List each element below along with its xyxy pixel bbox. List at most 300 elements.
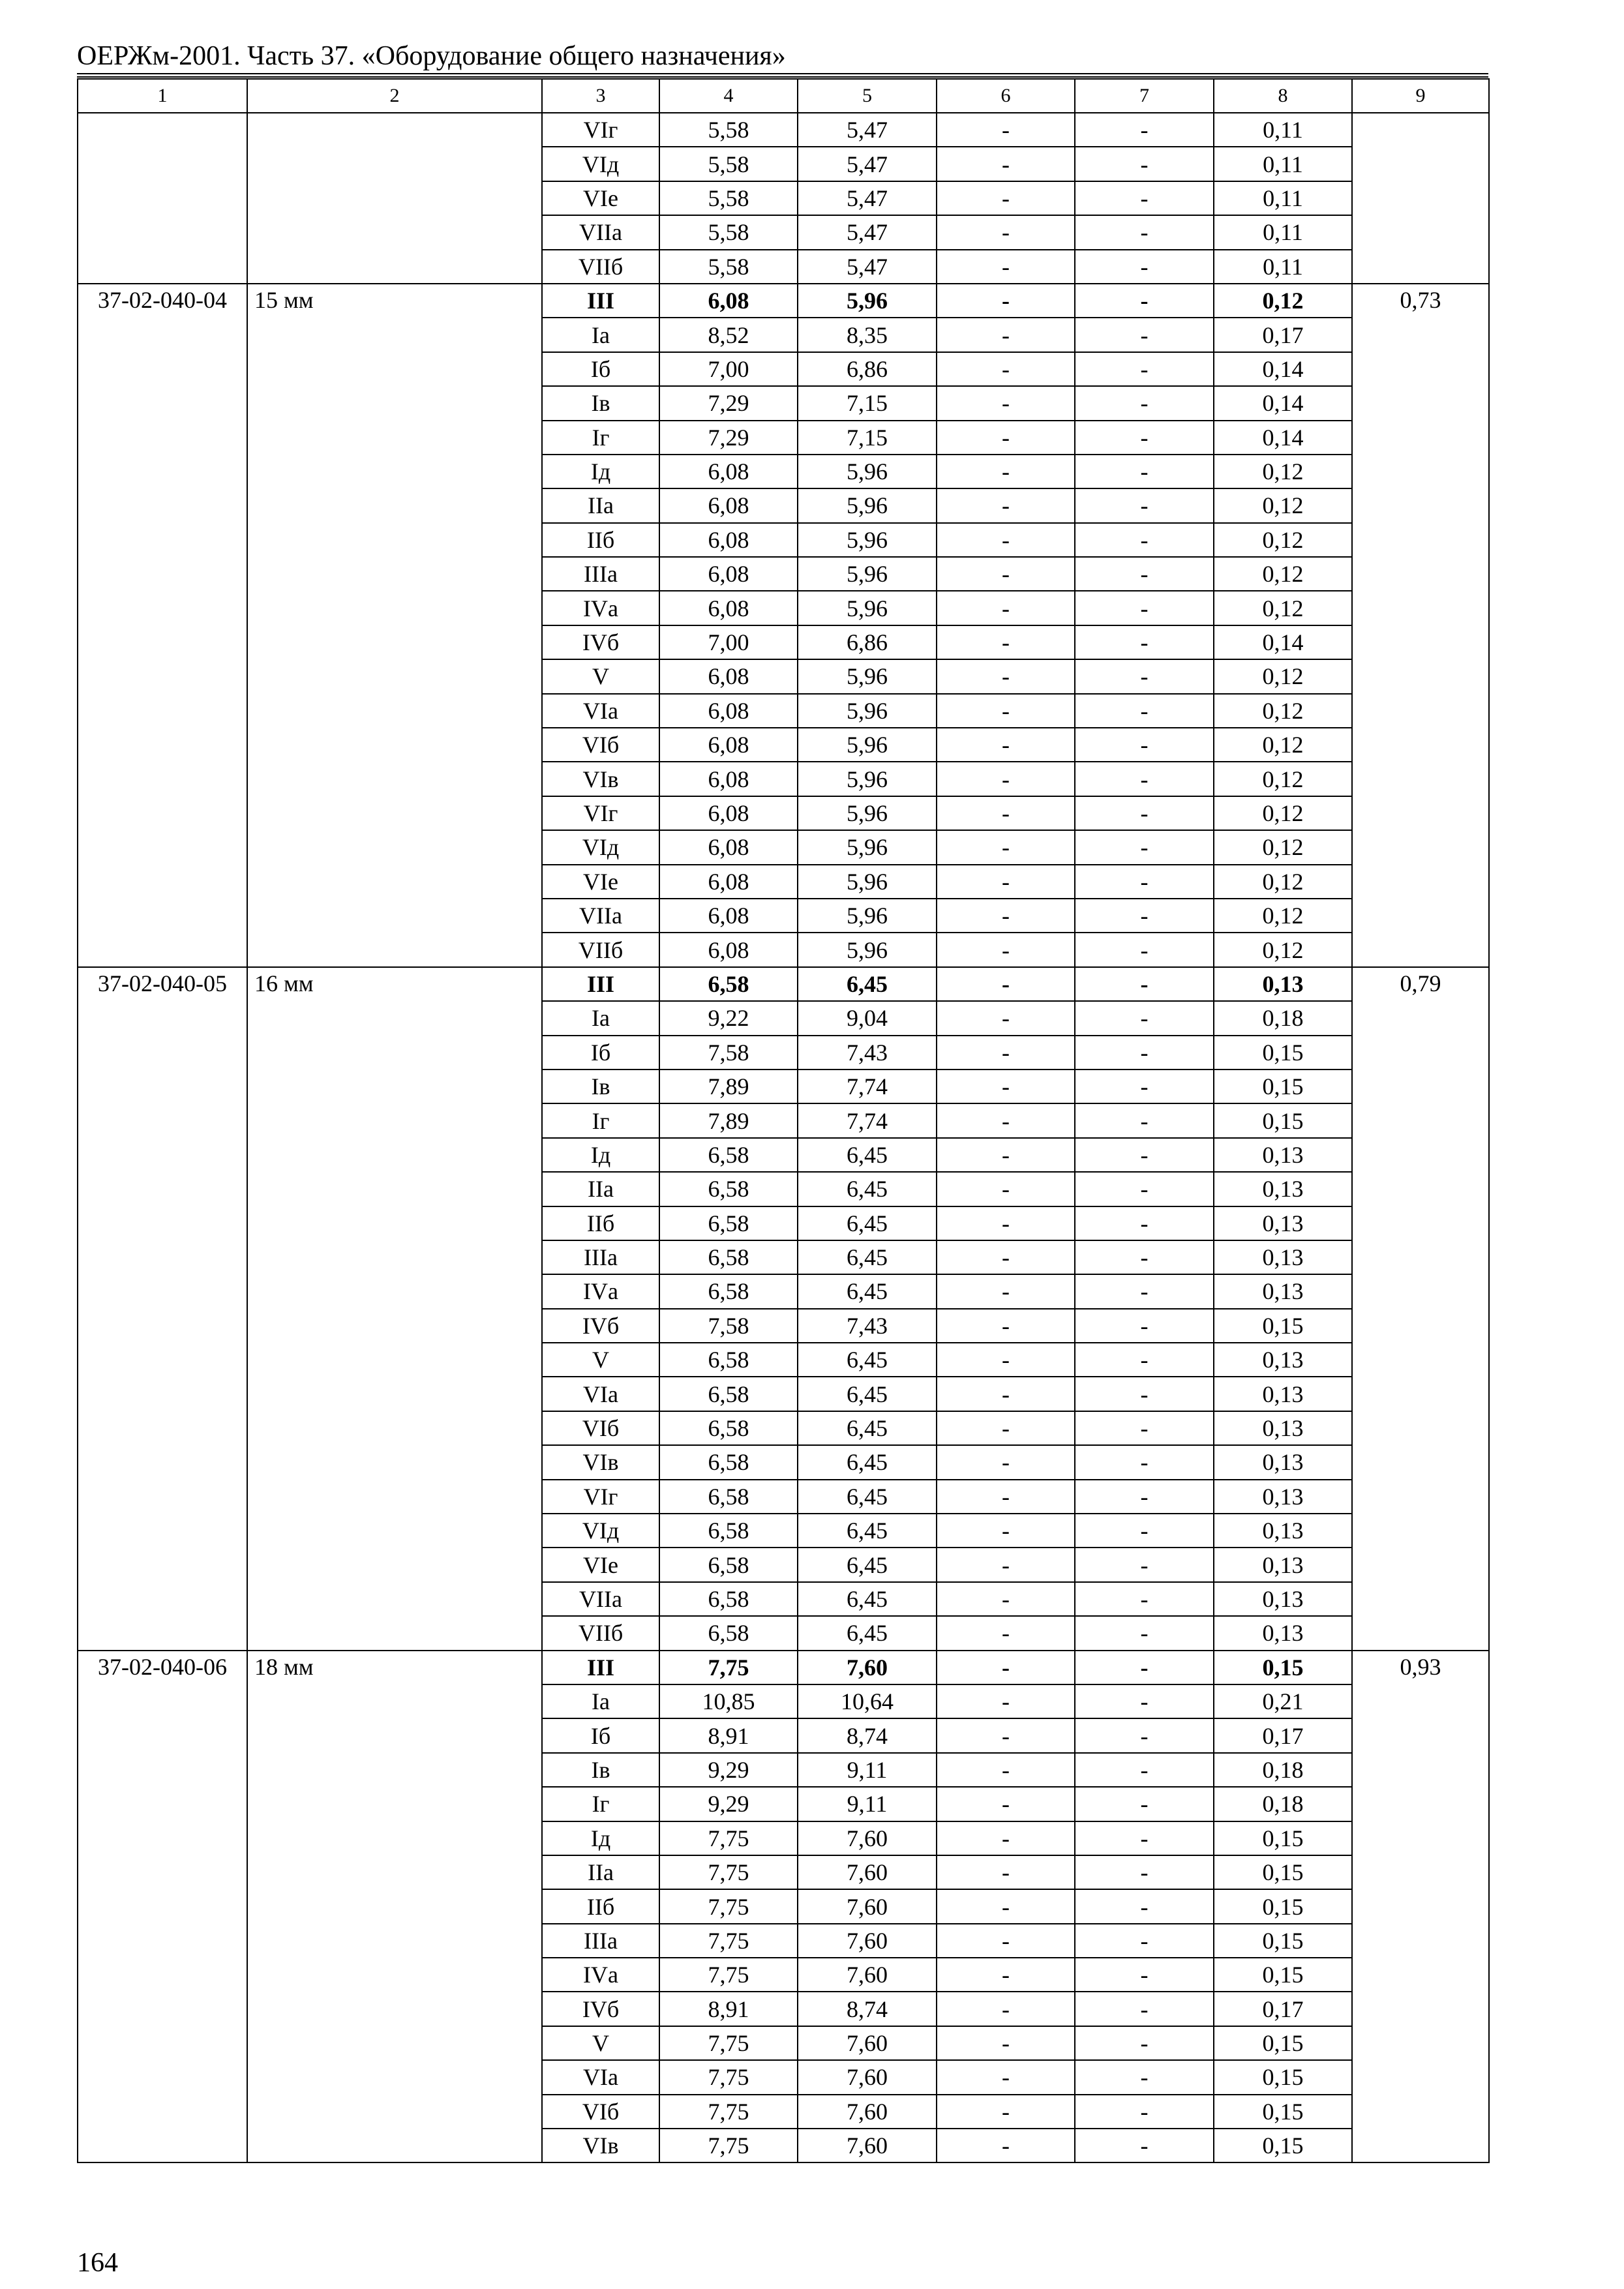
value-cell-col4: 7,00 xyxy=(659,625,798,659)
value-cell-col8: 0,13 xyxy=(1214,1138,1352,1172)
region-cell: IIа xyxy=(542,488,659,522)
value-cell-col7: - xyxy=(1075,2026,1214,2060)
value-cell-col5: 7,60 xyxy=(798,1889,937,1923)
value-cell-col4: 6,58 xyxy=(659,1616,798,1650)
name-cell: 15 мм xyxy=(247,284,542,967)
value-cell-col8: 0,15 xyxy=(1214,1103,1352,1137)
value-cell-col7: - xyxy=(1075,1821,1214,1855)
value-cell-col8: 0,21 xyxy=(1214,1684,1352,1718)
name-cell: 16 мм xyxy=(247,967,542,1651)
value-cell-col6: - xyxy=(937,2129,1075,2162)
value-cell-col5: 7,60 xyxy=(798,1651,937,1684)
region-cell: V xyxy=(542,2026,659,2060)
value-cell-col5: 5,96 xyxy=(798,659,937,693)
value-cell-col6: - xyxy=(937,1172,1075,1206)
value-cell-col4: 9,29 xyxy=(659,1753,798,1787)
value-cell-col8: 0,15 xyxy=(1214,2095,1352,2129)
value-cell-col6: - xyxy=(937,1240,1075,1274)
value-cell-col7: - xyxy=(1075,2060,1214,2094)
value-cell-col4: 6,08 xyxy=(659,830,798,864)
region-cell: VIб xyxy=(542,1411,659,1445)
value-cell-col6: - xyxy=(937,181,1075,215)
value-cell-col6: - xyxy=(937,318,1075,352)
value-cell-col4: 7,89 xyxy=(659,1103,798,1137)
value-cell-col7: - xyxy=(1075,1992,1214,2026)
code-cell xyxy=(78,113,247,284)
value-cell-col5: 7,74 xyxy=(798,1070,937,1103)
value-cell-col7: - xyxy=(1075,318,1214,352)
rates-table xyxy=(77,78,1490,2163)
region-cell: VIа xyxy=(542,694,659,728)
value-cell-col4: 6,58 xyxy=(659,1582,798,1616)
value-cell-col5: 6,45 xyxy=(798,1274,937,1308)
value-cell-col8: 0,12 xyxy=(1214,591,1352,625)
value-cell-col7: - xyxy=(1075,625,1214,659)
value-cell-col5: 9,04 xyxy=(798,1001,937,1035)
value-cell-col4: 6,08 xyxy=(659,933,798,966)
value-cell-col5: 7,74 xyxy=(798,1103,937,1137)
value-cell-col4: 7,75 xyxy=(659,1889,798,1923)
value-cell-col7: - xyxy=(1075,1377,1214,1411)
value-cell-col7: - xyxy=(1075,2095,1214,2129)
value-cell-col5: 5,96 xyxy=(798,796,937,830)
value-cell-col7: - xyxy=(1075,1274,1214,1308)
value-cell-col5: 6,45 xyxy=(798,1445,937,1479)
value-cell-col5: 7,43 xyxy=(798,1036,937,1070)
region-cell: IVа xyxy=(542,591,659,625)
region-cell: VIд xyxy=(542,830,659,864)
value-cell-col4: 5,58 xyxy=(659,215,798,249)
value-cell-col7: - xyxy=(1075,1206,1214,1240)
value-cell-col4: 8,91 xyxy=(659,1992,798,2026)
value-cell-col4: 6,08 xyxy=(659,557,798,591)
value-cell-col6: - xyxy=(937,1548,1075,1581)
value-cell-col8: 0,13 xyxy=(1214,1240,1352,1274)
value-cell-col7: - xyxy=(1075,147,1214,181)
value-cell-col6: - xyxy=(937,352,1075,386)
value-cell-col4: 5,58 xyxy=(659,147,798,181)
region-cell: Iб xyxy=(542,1718,659,1752)
value-cell-col7: - xyxy=(1075,215,1214,249)
value-cell-col8: 0,13 xyxy=(1214,1206,1352,1240)
value-cell-col7: - xyxy=(1075,1855,1214,1889)
value-cell-col5: 5,96 xyxy=(798,455,937,488)
value-cell-col6: - xyxy=(937,215,1075,249)
value-cell-col7: - xyxy=(1075,1172,1214,1206)
region-cell: V xyxy=(542,1343,659,1377)
region-cell: VIIа xyxy=(542,1582,659,1616)
value-cell-col4: 6,08 xyxy=(659,796,798,830)
value-cell-col8: 0,13 xyxy=(1214,1480,1352,1514)
region-cell: IIIа xyxy=(542,1240,659,1274)
region-cell: VIа xyxy=(542,1377,659,1411)
value-cell-col5: 5,96 xyxy=(798,694,937,728)
column-number-cell: 4 xyxy=(659,79,798,113)
value-cell-col8: 0,15 xyxy=(1214,2129,1352,2162)
value-cell-col7: - xyxy=(1075,1309,1214,1343)
region-cell: VIб xyxy=(542,2095,659,2129)
value-cell-col8: 0,12 xyxy=(1214,659,1352,693)
value-cell-col4: 7,29 xyxy=(659,421,798,455)
value-cell-col7: - xyxy=(1075,1411,1214,1445)
header-rule-top xyxy=(77,73,1488,74)
value-cell-col4: 7,29 xyxy=(659,386,798,420)
value-cell-col4: 5,58 xyxy=(659,181,798,215)
value-cell-col4: 6,58 xyxy=(659,967,798,1001)
code-cell: 37-02-040-04 xyxy=(78,284,247,967)
value-cell-col5: 7,60 xyxy=(798,2060,937,2094)
value-cell-col6: - xyxy=(937,1274,1075,1308)
region-cell: VIе xyxy=(542,1548,659,1581)
value-cell-col5: 5,96 xyxy=(798,933,937,966)
value-cell-col6: - xyxy=(937,1787,1075,1821)
value-cell-col6: - xyxy=(937,728,1075,762)
value-cell-col6: - xyxy=(937,762,1075,796)
region-cell: Iг xyxy=(542,1787,659,1821)
value-cell-col5: 6,45 xyxy=(798,1172,937,1206)
value-cell-col4: 5,58 xyxy=(659,113,798,147)
value-cell-col5: 7,60 xyxy=(798,1958,937,1992)
value-cell-col8: 0,13 xyxy=(1214,1514,1352,1548)
value-cell-col6: - xyxy=(937,694,1075,728)
value-cell-col7: - xyxy=(1075,1001,1214,1035)
value-cell-col5: 5,96 xyxy=(798,557,937,591)
value-cell-col8: 0,15 xyxy=(1214,1821,1352,1855)
value-cell-col6: - xyxy=(937,1684,1075,1718)
value-cell-col4: 6,58 xyxy=(659,1138,798,1172)
value-cell-col8: 0,17 xyxy=(1214,1992,1352,2026)
value-cell-col5: 6,45 xyxy=(798,1616,937,1650)
value-cell-col5: 9,11 xyxy=(798,1753,937,1787)
document-header-title: ОЕРЖм-2001. Часть 37. «Оборудование общего назначения» xyxy=(77,41,786,71)
value-cell-col4: 7,75 xyxy=(659,2095,798,2129)
value-cell-col4: 6,58 xyxy=(659,1206,798,1240)
column-number-cell: 5 xyxy=(798,79,937,113)
value-cell-col5: 6,86 xyxy=(798,625,937,659)
value-cell-col7: - xyxy=(1075,421,1214,455)
value-cell-col4: 7,58 xyxy=(659,1036,798,1070)
value-cell-col8: 0,12 xyxy=(1214,728,1352,762)
value-cell-col6: - xyxy=(937,1855,1075,1889)
value-cell-col6: - xyxy=(937,1889,1075,1923)
region-cell: VIв xyxy=(542,1445,659,1479)
value-cell-col7: - xyxy=(1075,557,1214,591)
value-cell-col5: 5,96 xyxy=(798,284,937,318)
region-cell: VIг xyxy=(542,113,659,147)
region-cell: Iд xyxy=(542,1821,659,1855)
value-cell-col8: 0,17 xyxy=(1214,1718,1352,1752)
region-cell: Iв xyxy=(542,1753,659,1787)
value-cell-col8: 0,11 xyxy=(1214,181,1352,215)
region-cell: IIIа xyxy=(542,557,659,591)
column-number-cell: 9 xyxy=(1352,79,1489,113)
value-cell-col7: - xyxy=(1075,1138,1214,1172)
value-cell-col4: 7,75 xyxy=(659,1651,798,1684)
table-row xyxy=(78,284,1489,318)
value-cell-col6: - xyxy=(937,113,1075,147)
value-cell-col7: - xyxy=(1075,1651,1214,1684)
value-cell-col8: 0,13 xyxy=(1214,1582,1352,1616)
table-row xyxy=(78,113,1489,147)
value-cell-col4: 6,58 xyxy=(659,1514,798,1548)
region-cell: III xyxy=(542,1651,659,1684)
value-cell-col7: - xyxy=(1075,181,1214,215)
value-cell-col6: - xyxy=(937,1001,1075,1035)
value-cell-col5: 5,96 xyxy=(798,591,937,625)
value-cell-col4: 7,75 xyxy=(659,2129,798,2162)
value-cell-col5: 6,45 xyxy=(798,1480,937,1514)
value-cell-col5: 5,47 xyxy=(798,113,937,147)
region-cell: Iа xyxy=(542,318,659,352)
column-number-cell: 3 xyxy=(542,79,659,113)
region-cell: IVб xyxy=(542,625,659,659)
value-cell-col7: - xyxy=(1075,591,1214,625)
value-cell-col8: 0,13 xyxy=(1214,967,1352,1001)
region-cell: III xyxy=(542,284,659,318)
value-cell-col8: 0,12 xyxy=(1214,865,1352,899)
value-cell-col8: 0,15 xyxy=(1214,1958,1352,1992)
value-cell-col5: 6,45 xyxy=(798,1582,937,1616)
value-cell-col7: - xyxy=(1075,1582,1214,1616)
value-cell-col4: 6,58 xyxy=(659,1445,798,1479)
header-rule-bottom xyxy=(77,76,1488,78)
column-number-row xyxy=(78,79,1489,113)
value-cell-col7: - xyxy=(1075,386,1214,420)
value-cell-col8: 0,13 xyxy=(1214,1343,1352,1377)
region-cell: IIа xyxy=(542,1855,659,1889)
total-cell: 0,93 xyxy=(1352,1651,1489,2163)
value-cell-col8: 0,14 xyxy=(1214,352,1352,386)
value-cell-col6: - xyxy=(937,933,1075,966)
value-cell-col8: 0,14 xyxy=(1214,386,1352,420)
value-cell-col8: 0,15 xyxy=(1214,1651,1352,1684)
value-cell-col5: 5,96 xyxy=(798,830,937,864)
value-cell-col8: 0,13 xyxy=(1214,1377,1352,1411)
value-cell-col7: - xyxy=(1075,113,1214,147)
value-cell-col8: 0,12 xyxy=(1214,284,1352,318)
value-cell-col7: - xyxy=(1075,762,1214,796)
value-cell-col8: 0,12 xyxy=(1214,933,1352,966)
value-cell-col4: 9,29 xyxy=(659,1787,798,1821)
value-cell-col5: 6,86 xyxy=(798,352,937,386)
value-cell-col6: - xyxy=(937,591,1075,625)
value-cell-col5: 8,74 xyxy=(798,1718,937,1752)
value-cell-col7: - xyxy=(1075,1684,1214,1718)
value-cell-col6: - xyxy=(937,284,1075,318)
value-cell-col5: 6,45 xyxy=(798,1514,937,1548)
value-cell-col8: 0,18 xyxy=(1214,1753,1352,1787)
value-cell-col6: - xyxy=(937,147,1075,181)
value-cell-col6: - xyxy=(937,1103,1075,1137)
value-cell-col7: - xyxy=(1075,796,1214,830)
region-cell: VIIб xyxy=(542,1616,659,1650)
value-cell-col5: 7,60 xyxy=(798,1924,937,1958)
region-cell: VIв xyxy=(542,2129,659,2162)
value-cell-col4: 10,85 xyxy=(659,1684,798,1718)
value-cell-col6: - xyxy=(937,1514,1075,1548)
value-cell-col4: 6,08 xyxy=(659,659,798,693)
value-cell-col4: 6,58 xyxy=(659,1411,798,1445)
value-cell-col4: 7,75 xyxy=(659,1924,798,1958)
region-cell: VIа xyxy=(542,2060,659,2094)
value-cell-col6: - xyxy=(937,1924,1075,1958)
value-cell-col4: 7,75 xyxy=(659,2060,798,2094)
value-cell-col8: 0,15 xyxy=(1214,1855,1352,1889)
value-cell-col6: - xyxy=(937,386,1075,420)
value-cell-col6: - xyxy=(937,488,1075,522)
value-cell-col8: 0,12 xyxy=(1214,557,1352,591)
value-cell-col6: - xyxy=(937,1753,1075,1787)
value-cell-col6: - xyxy=(937,1206,1075,1240)
value-cell-col5: 9,11 xyxy=(798,1787,937,1821)
value-cell-col7: - xyxy=(1075,250,1214,284)
region-cell: IVб xyxy=(542,1309,659,1343)
value-cell-col7: - xyxy=(1075,1718,1214,1752)
value-cell-col6: - xyxy=(937,1651,1075,1684)
value-cell-col5: 6,45 xyxy=(798,1411,937,1445)
value-cell-col7: - xyxy=(1075,865,1214,899)
value-cell-col4: 6,58 xyxy=(659,1240,798,1274)
value-cell-col4: 7,75 xyxy=(659,1855,798,1889)
value-cell-col5: 7,15 xyxy=(798,421,937,455)
value-cell-col4: 6,58 xyxy=(659,1548,798,1581)
value-cell-col6: - xyxy=(937,1377,1075,1411)
value-cell-col7: - xyxy=(1075,284,1214,318)
value-cell-col8: 0,12 xyxy=(1214,830,1352,864)
total-cell: 0,79 xyxy=(1352,967,1489,1651)
value-cell-col7: - xyxy=(1075,1343,1214,1377)
value-cell-col8: 0,14 xyxy=(1214,625,1352,659)
value-cell-col5: 5,96 xyxy=(798,728,937,762)
region-cell: Iг xyxy=(542,1103,659,1137)
code-cell: 37-02-040-05 xyxy=(78,967,247,1651)
value-cell-col5: 8,35 xyxy=(798,318,937,352)
value-cell-col6: - xyxy=(937,1582,1075,1616)
value-cell-col4: 7,58 xyxy=(659,1309,798,1343)
value-cell-col5: 5,96 xyxy=(798,899,937,933)
value-cell-col7: - xyxy=(1075,1753,1214,1787)
value-cell-col8: 0,12 xyxy=(1214,899,1352,933)
value-cell-col4: 7,75 xyxy=(659,1958,798,1992)
value-cell-col7: - xyxy=(1075,1103,1214,1137)
value-cell-col7: - xyxy=(1075,659,1214,693)
region-cell: III xyxy=(542,967,659,1001)
value-cell-col7: - xyxy=(1075,899,1214,933)
value-cell-col7: - xyxy=(1075,1548,1214,1581)
value-cell-col4: 6,58 xyxy=(659,1172,798,1206)
region-cell: Iв xyxy=(542,1070,659,1103)
value-cell-col4: 6,08 xyxy=(659,865,798,899)
value-cell-col6: - xyxy=(937,1718,1075,1752)
value-cell-col7: - xyxy=(1075,1924,1214,1958)
value-cell-col7: - xyxy=(1075,1036,1214,1070)
value-cell-col6: - xyxy=(937,899,1075,933)
table-body xyxy=(78,79,1489,2162)
value-cell-col4: 8,52 xyxy=(659,318,798,352)
value-cell-col5: 5,96 xyxy=(798,523,937,557)
value-cell-col8: 0,18 xyxy=(1214,1001,1352,1035)
value-cell-col6: - xyxy=(937,455,1075,488)
value-cell-col5: 5,96 xyxy=(798,762,937,796)
value-cell-col6: - xyxy=(937,1445,1075,1479)
region-cell: VIе xyxy=(542,865,659,899)
value-cell-col6: - xyxy=(937,1036,1075,1070)
value-cell-col8: 0,15 xyxy=(1214,1309,1352,1343)
value-cell-col8: 0,15 xyxy=(1214,1070,1352,1103)
column-number-cell: 2 xyxy=(247,79,542,113)
region-cell: VIе xyxy=(542,181,659,215)
value-cell-col6: - xyxy=(937,1411,1075,1445)
value-cell-col8: 0,15 xyxy=(1214,2026,1352,2060)
value-cell-col4: 7,75 xyxy=(659,1821,798,1855)
region-cell: VIIа xyxy=(542,899,659,933)
value-cell-col6: - xyxy=(937,1480,1075,1514)
value-cell-col8: 0,18 xyxy=(1214,1787,1352,1821)
value-cell-col8: 0,13 xyxy=(1214,1411,1352,1445)
region-cell: IIа xyxy=(542,1172,659,1206)
value-cell-col6: - xyxy=(937,796,1075,830)
value-cell-col4: 6,08 xyxy=(659,762,798,796)
value-cell-col5: 8,74 xyxy=(798,1992,937,2026)
value-cell-col7: - xyxy=(1075,1889,1214,1923)
value-cell-col5: 5,47 xyxy=(798,147,937,181)
value-cell-col7: - xyxy=(1075,830,1214,864)
value-cell-col5: 5,47 xyxy=(798,215,937,249)
total-cell: 0,73 xyxy=(1352,284,1489,967)
value-cell-col8: 0,13 xyxy=(1214,1445,1352,1479)
value-cell-col5: 7,60 xyxy=(798,1821,937,1855)
value-cell-col8: 0,12 xyxy=(1214,694,1352,728)
value-cell-col8: 0,11 xyxy=(1214,250,1352,284)
table-row xyxy=(78,1651,1489,1684)
value-cell-col6: - xyxy=(937,2026,1075,2060)
region-cell: VIIб xyxy=(542,933,659,966)
name-cell: 18 мм xyxy=(247,1651,542,2163)
value-cell-col6: - xyxy=(937,557,1075,591)
value-cell-col5: 7,15 xyxy=(798,386,937,420)
value-cell-col5: 6,45 xyxy=(798,1343,937,1377)
value-cell-col6: - xyxy=(937,830,1075,864)
region-cell: IVб xyxy=(542,1992,659,2026)
value-cell-col8: 0,12 xyxy=(1214,523,1352,557)
name-cell xyxy=(247,113,542,284)
value-cell-col4: 7,89 xyxy=(659,1070,798,1103)
value-cell-col4: 6,58 xyxy=(659,1377,798,1411)
value-cell-col4: 6,08 xyxy=(659,455,798,488)
value-cell-col5: 6,45 xyxy=(798,967,937,1001)
column-number-cell: 1 xyxy=(78,79,247,113)
value-cell-col8: 0,12 xyxy=(1214,488,1352,522)
region-cell: Iд xyxy=(542,1138,659,1172)
value-cell-col5: 7,60 xyxy=(798,1855,937,1889)
value-cell-col5: 6,45 xyxy=(798,1240,937,1274)
value-cell-col8: 0,13 xyxy=(1214,1616,1352,1650)
value-cell-col8: 0,15 xyxy=(1214,1889,1352,1923)
value-cell-col5: 5,47 xyxy=(798,181,937,215)
value-cell-col4: 6,58 xyxy=(659,1480,798,1514)
value-cell-col7: - xyxy=(1075,352,1214,386)
value-cell-col8: 0,17 xyxy=(1214,318,1352,352)
region-cell: IIб xyxy=(542,1206,659,1240)
value-cell-col8: 0,15 xyxy=(1214,2060,1352,2094)
region-cell: Iг xyxy=(542,421,659,455)
value-cell-col6: - xyxy=(937,865,1075,899)
region-cell: Iа xyxy=(542,1684,659,1718)
value-cell-col6: - xyxy=(937,421,1075,455)
value-cell-col5: 5,96 xyxy=(798,865,937,899)
region-cell: V xyxy=(542,659,659,693)
value-cell-col5: 6,45 xyxy=(798,1548,937,1581)
